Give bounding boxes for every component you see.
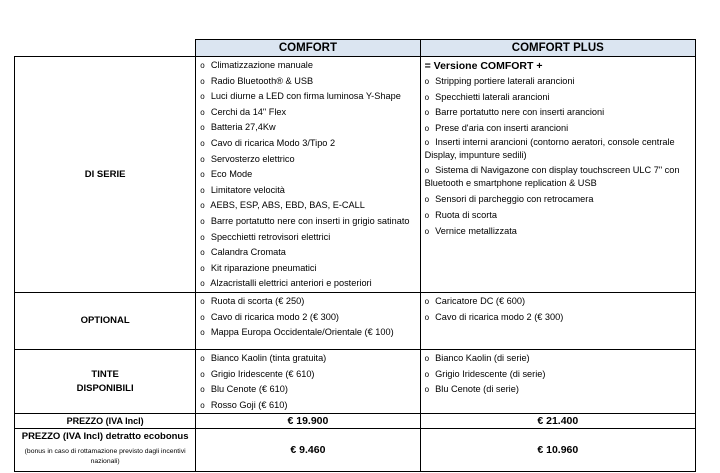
bullet-icon: o: [200, 312, 205, 322]
list-item: [425, 382, 695, 398]
row-prezzo: [15, 414, 696, 429]
list-item: [200, 136, 419, 152]
list-item-text: Alzacristalli elettrici anteriori e posteriori: [208, 278, 372, 289]
row-label-ecobonus: [15, 429, 196, 472]
bullet-icon: o: [200, 123, 205, 133]
cell-di-serie-comfort: [196, 57, 420, 293]
list-item: [425, 310, 695, 326]
list-item-text: Cerchi da 14" Flex: [208, 106, 287, 117]
list-item: [425, 224, 695, 240]
list-item-text: Ruota di scorta: [432, 209, 497, 220]
list-item: [200, 198, 419, 214]
bullet-icon: o: [200, 400, 205, 410]
bullet-icon: o: [200, 154, 205, 164]
list-item: [200, 325, 419, 341]
bullet-icon: o: [200, 185, 205, 195]
ecobonus-note: (bonus in caso di rottamazione previsto dagli incentivi nazionali): [24, 448, 186, 466]
list-optional-comfort: [196, 293, 419, 341]
list-item-text: Cavo di ricarica modo 2 (€ 300): [208, 311, 339, 322]
bullet-icon: o: [424, 138, 430, 148]
list-item-text: Caricatore DC (€ 600): [432, 295, 526, 306]
list-item: [425, 121, 695, 137]
bullet-icon: o: [200, 263, 205, 273]
list-tinte-comfort: [196, 350, 419, 413]
bullet-icon: o: [200, 328, 205, 338]
list-item: [425, 105, 695, 121]
row-label-optional: OPTIONAL: [15, 292, 196, 349]
list-item-text: Servosterzo elettrico: [208, 153, 295, 164]
bullet-icon: o: [424, 108, 430, 118]
bullet-icon: o: [424, 369, 430, 379]
list-item: [200, 58, 419, 74]
row-di-serie: [15, 57, 696, 293]
bullet-icon: o: [200, 353, 205, 363]
list-tinte-comfort-plus: [421, 350, 695, 398]
list-item: [200, 74, 419, 90]
cell-tinte-comfort-plus: [420, 349, 695, 413]
list-optional-comfort-plus: [421, 293, 695, 325]
bullet-icon: o: [200, 76, 205, 86]
list-item-text: Grigio Iridescente (di serie): [432, 368, 546, 379]
header-blank-cell: [15, 40, 196, 57]
list-item-text: Rosso Goji (€ 610): [208, 399, 288, 410]
bullet-icon: o: [424, 195, 430, 205]
header-row: [15, 40, 696, 57]
list-item-text: Sensori di parcheggio con retrocamera: [432, 194, 594, 205]
list-item: [425, 164, 695, 192]
row-label-tinte: [15, 349, 196, 413]
list-item-text: Mappa Europa Occidentale/Orientale (€ 100): [208, 327, 394, 338]
bullet-icon: o: [200, 138, 205, 148]
bullet-icon: o: [200, 279, 205, 289]
list-item-text: Vernice metallizzata: [432, 225, 517, 236]
row-label-prezzo: PREZZO (IVA Incl): [15, 414, 196, 429]
list-item: [200, 310, 419, 326]
list-item-text: Blu Cenote (€ 610): [208, 384, 288, 395]
list-item-text: Climatizzazione manuale: [208, 60, 313, 70]
list-item: [200, 183, 419, 199]
list-item: [200, 294, 419, 310]
row-optional: [15, 292, 696, 349]
list-item-text: Blu Cenote (di serie): [432, 384, 519, 395]
cell-tinte-comfort: [196, 349, 420, 413]
list-item: [200, 245, 419, 261]
list-item: [200, 167, 419, 183]
price-comparison-table: [14, 39, 696, 472]
list-item: [200, 398, 419, 414]
list-item: [425, 208, 695, 224]
list-item-text: AEBS, ESP, ABS, EBD, BAS, E-CALL: [208, 200, 365, 211]
list-item: [200, 351, 419, 367]
list-item: [200, 214, 419, 230]
header-comfort-plus: COMFORT PLUS: [420, 40, 695, 57]
list-item-text: Cavo di ricarica modo 2 (€ 300): [432, 311, 564, 322]
list-item: [200, 230, 419, 246]
bullet-icon: o: [200, 248, 205, 258]
bullet-icon: o: [200, 216, 205, 226]
bullet-icon: o: [424, 92, 430, 102]
bullet-icon: o: [424, 296, 430, 306]
tinte-label-line1: TINTE: [91, 368, 119, 380]
list-item: [200, 152, 419, 168]
list-di-serie-comfort: [196, 57, 419, 292]
list-item-text: Specchietti laterali arancioni: [432, 91, 550, 102]
cell-di-serie-comfort-plus: [420, 57, 695, 293]
list-item: [200, 105, 419, 121]
bullet-icon: o: [424, 312, 430, 322]
bullet-icon: o: [424, 123, 430, 133]
list-item: [425, 351, 695, 367]
list-item: [425, 90, 695, 106]
bullet-icon: o: [200, 296, 205, 306]
price-comfort-plus: € 21.400: [420, 414, 695, 429]
list-item: [425, 136, 695, 164]
bullet-icon: o: [200, 369, 205, 379]
bullet-icon: o: [424, 77, 430, 86]
bullet-icon: o: [424, 210, 430, 220]
list-di-serie-comfort-plus: [421, 73, 695, 239]
bullet-icon: o: [200, 201, 205, 211]
list-item: [425, 294, 695, 310]
list-item: [425, 192, 695, 208]
list-item-text: Barre portatutto nere con inserti arancioni: [432, 107, 605, 118]
list-item: [425, 74, 695, 90]
list-item-text: Kit riparazione pneumatici: [208, 262, 317, 273]
list-item-text: Limitatore velocità: [208, 184, 285, 195]
list-item: [200, 367, 419, 383]
bullet-icon: o: [424, 385, 430, 395]
bullet-icon: o: [200, 385, 205, 395]
list-item-text: Batteria 27,4Kw: [208, 122, 276, 133]
list-item-text: Barre portatutto nere con inserti in grigio satinato: [208, 215, 410, 226]
bullet-icon: o: [200, 170, 205, 180]
bullet-icon: o: [200, 92, 205, 102]
list-item-text: Eco Mode: [208, 169, 253, 180]
list-item-text: Stripping portiere laterali arancioni: [432, 76, 575, 86]
list-item-text: Inserti interni arancioni (contorno aeratori, console centrale Display, impunture sedili): [424, 137, 675, 161]
list-item-text: Specchietti retrovisori elettrici: [208, 231, 331, 242]
list-item: [200, 120, 419, 136]
list-item: [425, 367, 695, 383]
list-item: [200, 261, 419, 277]
list-item-text: Luci diurne a LED con firma luminosa Y-Shape: [208, 91, 401, 102]
bullet-icon: o: [424, 226, 430, 236]
list-item-text: Ruota di scorta (€ 250): [208, 295, 305, 306]
list-item-text: Sistema di Navigazone con display touchscreen ULC 7" con Bluetooth e smartphone replication & USB: [424, 165, 680, 189]
bullet-icon: o: [200, 61, 205, 70]
row-tinte: [15, 349, 696, 413]
comfort-plus-includes-title: = Versione COMFORT +: [424, 60, 543, 72]
cell-optional-comfort: [196, 292, 420, 349]
header-comfort: COMFORT: [196, 40, 420, 57]
bullet-icon: o: [200, 107, 205, 117]
list-item-text: Grigio Iridescente (€ 610): [208, 368, 315, 379]
bullet-icon: o: [200, 232, 205, 242]
list-item-text: Radio Bluetooth® & USB: [208, 75, 314, 86]
cell-optional-comfort-plus: [420, 292, 695, 349]
tinte-label-line2: DISPONIBILI: [76, 382, 134, 394]
list-item-text: Prese d'aria con inserti arancioni: [432, 122, 569, 133]
row-ecobonus: [15, 429, 696, 472]
list-item: [200, 382, 419, 398]
row-label-di-serie: DI SERIE: [15, 57, 196, 293]
list-item-text: Bianco Kaolin (tinta gratuita): [208, 352, 327, 363]
bullet-icon: o: [424, 353, 430, 363]
ecobonus-price-comfort-plus: € 10.960: [420, 429, 695, 472]
bullet-icon: o: [424, 166, 430, 176]
list-item-text: Calandra Cromata: [208, 247, 286, 258]
list-item-text: Bianco Kaolin (di serie): [432, 352, 530, 363]
list-item: [200, 89, 419, 105]
list-item-text: Cavo di ricarica Modo 3/Tipo 2: [208, 137, 336, 148]
list-item: [200, 276, 419, 292]
ecobonus-title: PREZZO (IVA Incl) detratto ecobonus: [21, 431, 189, 443]
ecobonus-price-comfort: € 9.460: [196, 429, 420, 472]
price-comfort: € 19.900: [196, 414, 420, 429]
